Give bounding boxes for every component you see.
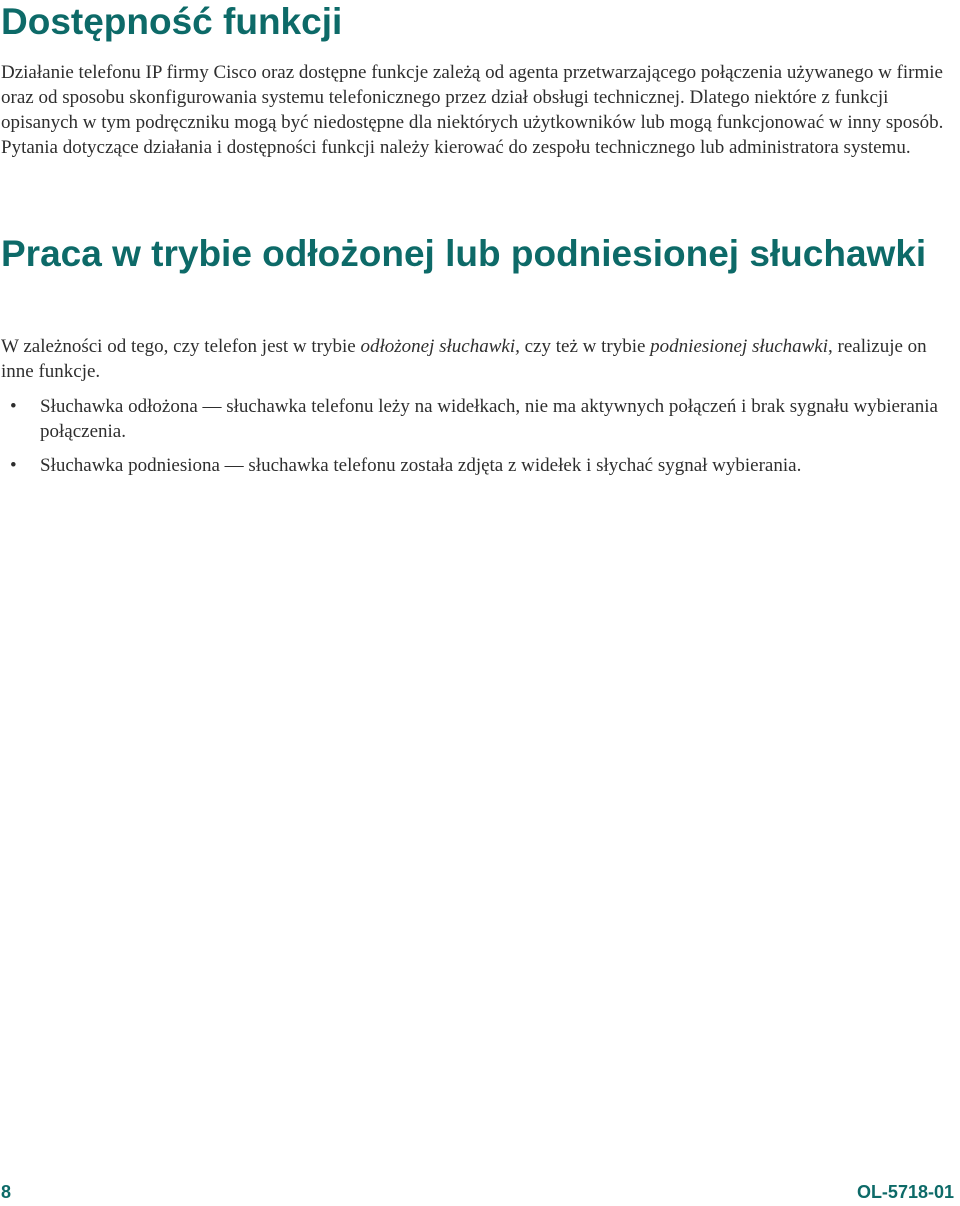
- bullet-icon: •: [10, 396, 17, 417]
- list-item: [0, 394, 960, 444]
- availability-paragraph: Działanie telefonu IP firmy Cisco oraz dostępne funkcje zależą od agenta przetwarzającego połączenia używanego w firmie oraz od sposobu skonfigurowania systemu telefonicznego przez dział obsługi technicznej. Dlatego niektóre z funkcji opisanych w tym podręczniku mogą być niedostępne dla niektórych użytkowników lub mogą funkcjonować w inny sposób. Pytania dotyczące działania i dostępności funkcji należy kierować do zespołu technicznego lub administratora systemu.: [1, 62, 944, 158]
- intro-text-part3: , realizuje on inne funkcje.: [1, 336, 927, 382]
- page-number: 8: [1, 1182, 12, 1202]
- intro-text-part2: czy też w trybie: [519, 336, 651, 357]
- section-title-availability: Dostępność funkcji: [1, 1, 343, 42]
- section-title-handset-mode: Praca w trybie odłożonej lub podniesionej słuchawki: [1, 233, 927, 274]
- handset-mode-intro: [1, 334, 959, 384]
- intro-italic-onhook: odłożonej słuchawki,: [360, 336, 520, 357]
- list-item-text: Słuchawka podniesiona — słuchawka telefonu została zdjęta z widełek i słychać sygnał wybierania.: [40, 455, 802, 476]
- list-item-text: Słuchawka odłożona — słuchawka telefonu leży na widełkach, nie ma aktywnych połączeń i brak sygnału wybierania połączenia.: [40, 396, 938, 442]
- handset-mode-list: [0, 394, 960, 487]
- intro-text-part1: W zależności od tego, czy telefon jest w trybie: [1, 336, 361, 357]
- bullet-icon: •: [10, 455, 17, 476]
- intro-italic-offhook: podniesionej słuchawki: [650, 336, 829, 357]
- document-id: OL-5718-01: [856, 1182, 954, 1202]
- list-item: [0, 453, 960, 478]
